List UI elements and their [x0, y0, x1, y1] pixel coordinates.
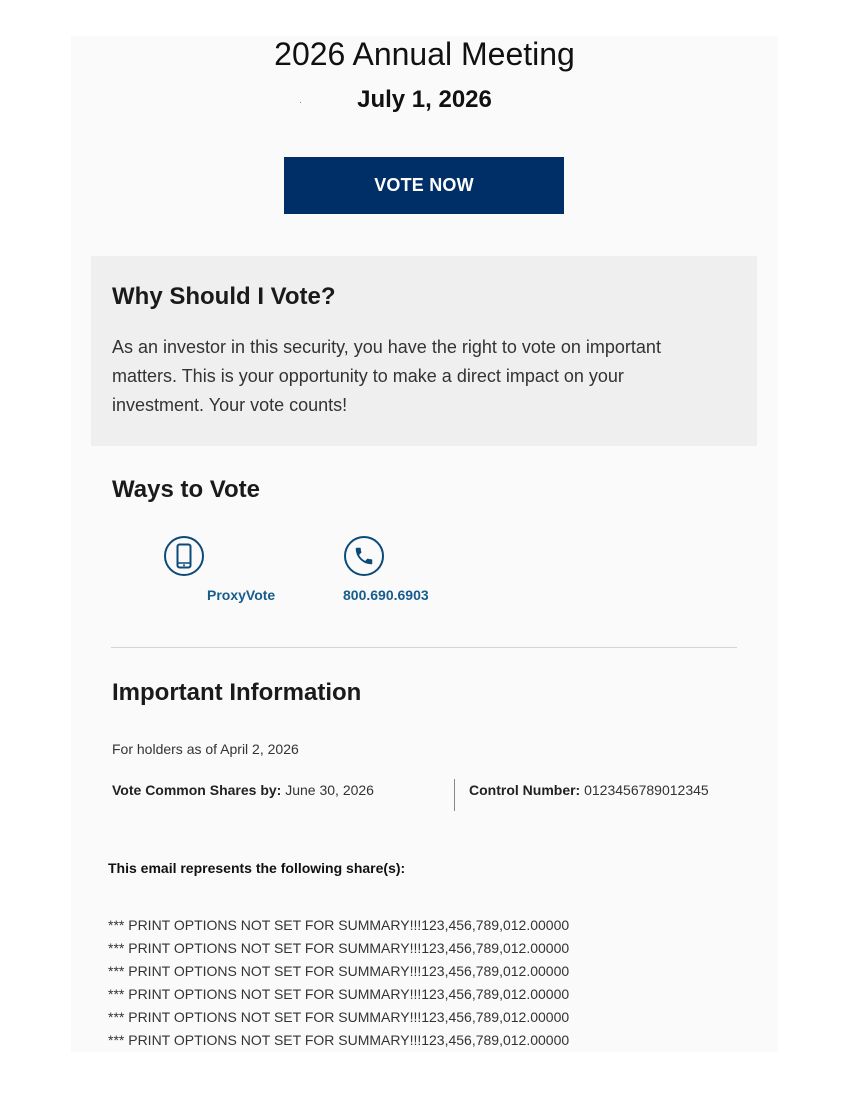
- control-number-value: 0123456789012345: [584, 782, 709, 798]
- share-line: *** PRINT OPTIONS NOT SET FOR SUMMARY!!!123,456,789,012.00000: [108, 917, 570, 933]
- share-line: *** PRINT OPTIONS NOT SET FOR SUMMARY!!!123,456,789,012.00000: [108, 940, 570, 956]
- shares-list: [108, 914, 569, 1052]
- ways-to-vote-heading: Ways to Vote: [112, 476, 261, 503]
- important-information-heading: Important Information: [112, 679, 362, 706]
- share-line: *** PRINT OPTIONS NOT SET FOR SUMMARY!!!123,456,789,012.00000: [108, 1032, 570, 1048]
- control-number-label: Control Number:: [469, 782, 581, 798]
- proxyvote-link[interactable]: ProxyVote: [207, 587, 276, 603]
- share-line: *** PRINT OPTIONS NOT SET FOR SUMMARY!!!123,456,789,012.00000: [108, 963, 570, 979]
- meeting-date: July 1, 2026: [357, 86, 492, 113]
- email-body: [71, 36, 778, 1052]
- telephone-icon[interactable]: [344, 536, 384, 576]
- why-vote-text: As an investor in this security, you have the right to vote on important matters. This is your opportunity to make a direct impact on your investment. Your vote counts!: [112, 337, 661, 415]
- vote-deadline: [112, 781, 374, 799]
- shares-heading: This email represents the following share(s):: [108, 860, 406, 876]
- control-number: [469, 781, 709, 799]
- mobile-phone-icon[interactable]: [164, 536, 204, 576]
- why-vote-section: [91, 256, 757, 446]
- vote-deadline-value: June 30, 2026: [285, 782, 374, 798]
- phone-number-link[interactable]: 800.690.6903: [343, 587, 429, 603]
- holders-as-of-text: For holders as of April 2, 2026: [112, 741, 299, 757]
- vertical-divider: [454, 779, 455, 811]
- share-line: *** PRINT OPTIONS NOT SET FOR SUMMARY!!!123,456,789,012.00000: [108, 986, 570, 1002]
- section-divider: [111, 647, 737, 648]
- why-vote-heading: Why Should I Vote?: [112, 283, 336, 310]
- share-line: *** PRINT OPTIONS NOT SET FOR SUMMARY!!!123,456,789,012.00000: [108, 1009, 570, 1025]
- vote-now-button[interactable]: VOTE NOW: [284, 157, 564, 214]
- vote-deadline-label: Vote Common Shares by:: [112, 782, 282, 798]
- meeting-title: 2026 Annual Meeting: [274, 36, 575, 72]
